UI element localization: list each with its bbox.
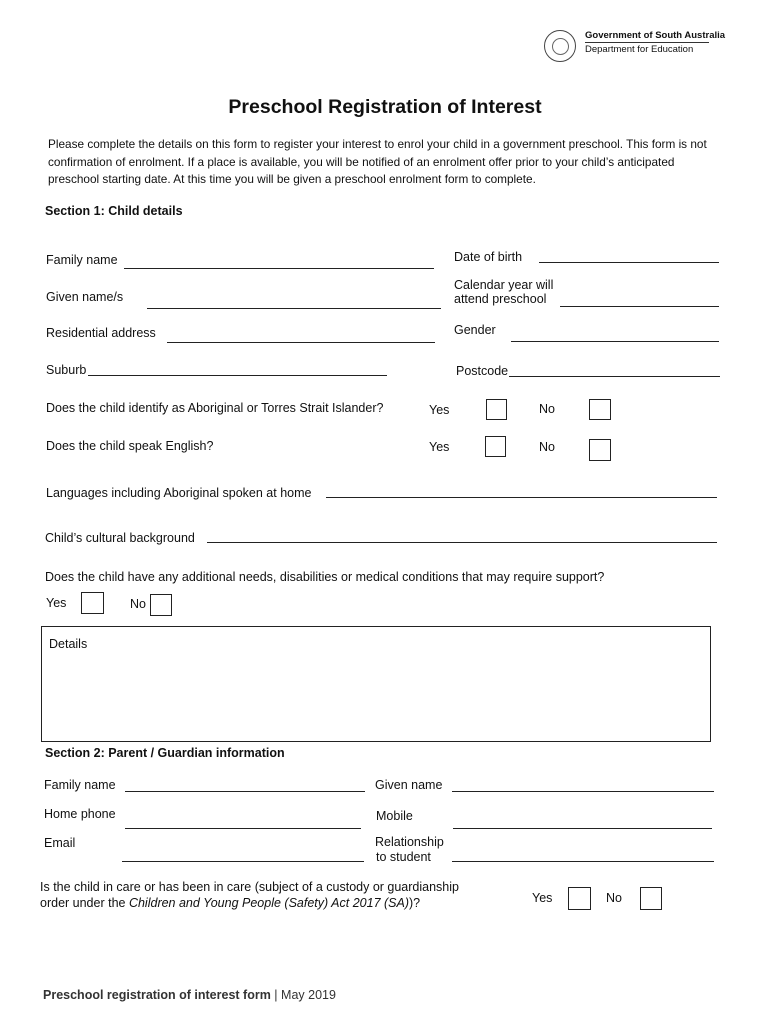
- suburb-field[interactable]: [88, 375, 387, 376]
- care-yes-label: Yes: [532, 891, 553, 905]
- english-yes-checkbox[interactable]: [485, 436, 506, 457]
- aboriginal-no-checkbox[interactable]: [589, 399, 611, 420]
- gender-field[interactable]: [511, 341, 719, 342]
- english-no-label: No: [539, 440, 555, 454]
- relationship-label-line2: to student: [376, 850, 431, 864]
- aboriginal-yes-checkbox[interactable]: [486, 399, 507, 420]
- needs-no-label: No: [130, 597, 146, 611]
- calendar-year-label-line1: Calendar year will: [454, 278, 554, 292]
- date-of-birth-field[interactable]: [539, 262, 719, 263]
- care-question-line2: [40, 896, 420, 910]
- footer-date: May 2019: [281, 988, 336, 1002]
- calendar-year-field[interactable]: [560, 306, 719, 307]
- details-label: Details: [49, 637, 88, 651]
- section2-heading: Section 2: Parent / Guardian information: [45, 746, 285, 760]
- cultural-background-field[interactable]: [207, 542, 717, 543]
- home-phone-field[interactable]: [125, 828, 361, 829]
- logo-divider: [585, 42, 709, 43]
- aboriginal-question: Does the child identify as Aboriginal or Torres Strait Islander?: [46, 401, 384, 415]
- home-phone-label: Home phone: [44, 807, 116, 821]
- languages-label: Languages including Aboriginal spoken at home: [46, 486, 312, 500]
- footer-separator: |: [270, 988, 282, 1002]
- care-question-act: Children and Young People (Safety) Act 2017 (SA): [128, 896, 409, 910]
- calendar-year-label-line2: attend preschool: [454, 292, 547, 306]
- aboriginal-yes-label: Yes: [429, 403, 450, 417]
- section1-heading: Section 1: Child details: [45, 204, 183, 218]
- care-yes-checkbox[interactable]: [568, 887, 591, 910]
- residential-address-field[interactable]: [167, 342, 435, 343]
- given-names-label: Given name/s: [46, 290, 124, 304]
- department-name: Department for Education: [585, 44, 694, 55]
- footer: [43, 988, 336, 1002]
- date-of-birth-label: Date of birth: [454, 250, 523, 264]
- postcode-label: Postcode: [456, 364, 509, 378]
- email-label: Email: [44, 836, 76, 850]
- given-names-field[interactable]: [147, 308, 441, 309]
- postcode-field[interactable]: [509, 376, 720, 377]
- email-field[interactable]: [122, 861, 364, 862]
- needs-yes-checkbox[interactable]: [81, 592, 104, 614]
- needs-no-checkbox[interactable]: [150, 594, 172, 616]
- relationship-label-line1: Relationship: [375, 835, 444, 849]
- government-name: Government of South Australia: [585, 30, 726, 41]
- gender-label: Gender: [454, 323, 496, 337]
- english-question: Does the child speak English?: [46, 439, 214, 453]
- residential-address-label: Residential address: [46, 326, 156, 340]
- parent-family-name-field[interactable]: [125, 791, 365, 792]
- footer-form-name: Preschool registration of interest form: [43, 988, 271, 1002]
- cultural-background-label: Child’s cultural background: [45, 531, 195, 545]
- care-no-checkbox[interactable]: [640, 887, 662, 910]
- intro-paragraph: Please complete the details on this form to register your interest to enrol your child in a government preschool. This form is not confirmation of enrolment. If a place is available, you will be notified of an enrolment offer prior to your child’s anticipated preschool starting date. At this time you will be given a preschool enrolment form to complete.: [48, 137, 707, 186]
- child-family-name-field[interactable]: [124, 268, 434, 269]
- languages-field[interactable]: [326, 497, 717, 498]
- english-yes-label: Yes: [429, 440, 450, 454]
- english-no-checkbox[interactable]: [589, 439, 611, 461]
- child-family-name-label: Family name: [46, 253, 118, 267]
- additional-needs-question: Does the child have any additional needs, disabilities or medical conditions that may require support?: [45, 570, 605, 584]
- care-question-line1: Is the child in care or has been in care (subject of a custody or guardianship: [40, 880, 459, 894]
- care-question-prefix: order under the: [40, 896, 129, 910]
- details-textarea[interactable]: [41, 626, 711, 742]
- aboriginal-no-label: No: [539, 402, 555, 416]
- government-seal-logo: [544, 30, 576, 62]
- page-title: Preschool Registration of Interest: [228, 96, 542, 118]
- care-no-label: No: [606, 891, 622, 905]
- parent-family-name-label: Family name: [44, 778, 116, 792]
- needs-yes-label: Yes: [46, 596, 67, 610]
- relationship-field[interactable]: [452, 861, 714, 862]
- mobile-field[interactable]: [453, 828, 712, 829]
- parent-given-name-label: Given name: [375, 778, 443, 792]
- mobile-label: Mobile: [376, 809, 413, 823]
- care-question-suffix: )?: [409, 896, 421, 910]
- suburb-label: Suburb: [46, 363, 87, 377]
- parent-given-name-field[interactable]: [452, 791, 714, 792]
